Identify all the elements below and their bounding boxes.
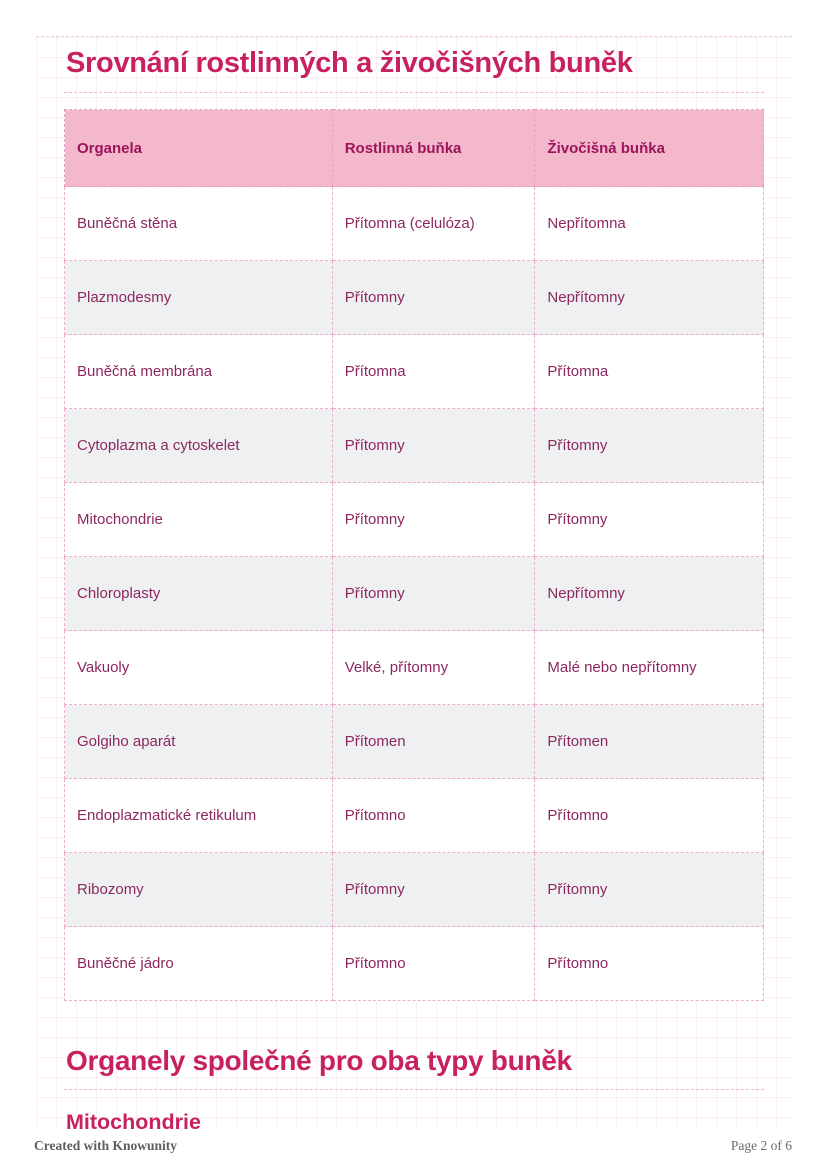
table-header-row xyxy=(65,110,764,187)
footer-branding: Created with Knowunity xyxy=(34,1138,178,1153)
page-number: Page 2 of 6 xyxy=(730,1138,792,1153)
table-cell-animal: Přítomno xyxy=(535,927,764,1001)
table-cell-plant: Přítomny xyxy=(332,261,535,335)
table-cell-plant: Přítomno xyxy=(332,779,535,853)
table-row xyxy=(65,779,764,853)
table-cell-animal: Přítomny xyxy=(535,409,764,483)
table-cell-organela: Buněčná stěna xyxy=(65,187,333,261)
page-title: Srovnání rostlinných a živočišných buněk xyxy=(64,43,764,93)
column-header-plant-cell: Rostlinná buňka xyxy=(332,110,535,187)
table-cell-plant: Přítomen xyxy=(332,705,535,779)
table-cell-plant: Přítomna (celulóza) xyxy=(332,187,535,261)
table-cell-animal: Nepřítomny xyxy=(535,557,764,631)
table-row xyxy=(65,409,764,483)
table-cell-organela: Ribozomy xyxy=(65,853,333,927)
table-cell-organela: Golgiho aparát xyxy=(65,705,333,779)
table-cell-plant: Přítomna xyxy=(332,335,535,409)
table-cell-organela: Buněčné jádro xyxy=(65,927,333,1001)
table-cell-plant: Přítomny xyxy=(332,557,535,631)
table-cell-organela: Vakuoly xyxy=(65,631,333,705)
table-row xyxy=(65,335,764,409)
table-cell-animal: Přítomny xyxy=(535,853,764,927)
column-header-animal-cell: Živočišná buňka xyxy=(535,110,764,187)
table-row xyxy=(65,631,764,705)
table-cell-organela: Endoplazmatické retikulum xyxy=(65,779,333,853)
column-header-organela: Organela xyxy=(65,110,333,187)
table-cell-plant: Velké, přítomny xyxy=(332,631,535,705)
page-footer xyxy=(34,1138,792,1154)
content-area xyxy=(36,36,792,1134)
table-row xyxy=(65,261,764,335)
section-heading: Organely společné pro oba typy buněk xyxy=(64,1045,764,1090)
comparison-table xyxy=(64,109,764,1001)
table-cell-organela: Buněčná membrána xyxy=(65,335,333,409)
table-cell-animal: Přítomno xyxy=(535,779,764,853)
table-row xyxy=(65,853,764,927)
table-cell-animal: Přítomen xyxy=(535,705,764,779)
table-cell-animal: Malé nebo nepřítomny xyxy=(535,631,764,705)
table-cell-plant: Přítomny xyxy=(332,853,535,927)
table-row xyxy=(65,705,764,779)
table-cell-animal: Přítomna xyxy=(535,335,764,409)
table-row xyxy=(65,927,764,1001)
table-cell-plant: Přítomno xyxy=(332,927,535,1001)
table-cell-animal: Přítomny xyxy=(535,483,764,557)
table-cell-organela: Cytoplazma a cytoskelet xyxy=(65,409,333,483)
table-cell-organela: Chloroplasty xyxy=(65,557,333,631)
table-cell-organela: Mitochondrie xyxy=(65,483,333,557)
table-cell-animal: Nepřítomny xyxy=(535,261,764,335)
table-cell-plant: Přítomny xyxy=(332,409,535,483)
sub-heading: Mitochondrie xyxy=(66,1110,201,1134)
table-row xyxy=(65,483,764,557)
table-cell-plant: Přítomny xyxy=(332,483,535,557)
table-cell-animal: Nepřítomna xyxy=(535,187,764,261)
table-cell-organela: Plazmodesmy xyxy=(65,261,333,335)
table-row xyxy=(65,557,764,631)
table-row xyxy=(65,187,764,261)
